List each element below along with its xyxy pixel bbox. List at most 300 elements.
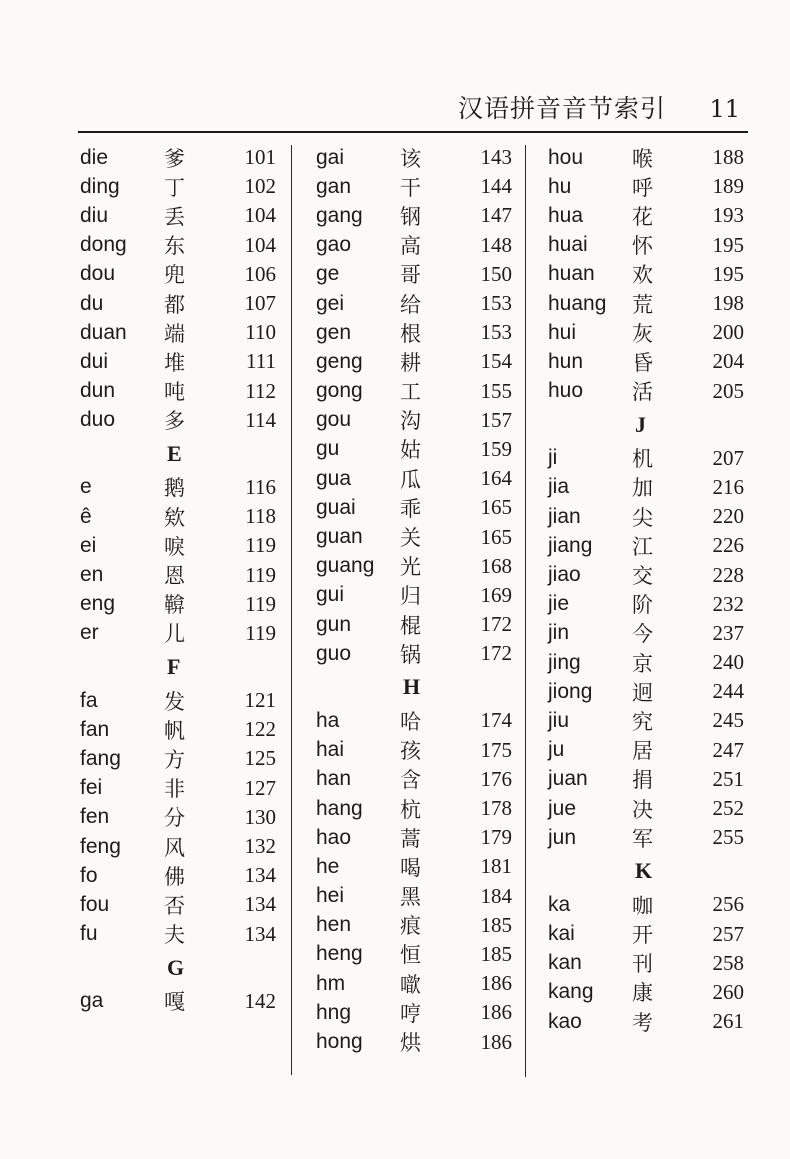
page-reference: 179 (480, 825, 512, 850)
pinyin-syllable: hun (548, 349, 584, 373)
example-character: 开 (632, 923, 653, 948)
index-entry (548, 1007, 748, 1036)
example-character: 佛 (164, 864, 185, 889)
page-reference: 252 (712, 796, 744, 821)
pinyin-syllable: jin (548, 621, 570, 645)
example-character: 杭 (400, 797, 421, 822)
page-header (78, 90, 748, 128)
example-character: 该 (400, 146, 421, 171)
index-entry (316, 610, 516, 639)
pinyin-syllable: gei (316, 291, 345, 315)
page-reference: 186 (480, 1029, 512, 1054)
index-entry (80, 473, 280, 502)
index-entry (80, 201, 280, 230)
page-reference: 111 (246, 349, 276, 374)
index-entry (548, 143, 748, 172)
index-entry (316, 911, 516, 940)
example-character: 瓜 (400, 467, 421, 492)
example-character: 居 (632, 739, 653, 764)
page-number: 11 (709, 95, 740, 123)
page-reference: 159 (480, 436, 512, 461)
index-column-3 (548, 143, 748, 1036)
page-reference: 134 (244, 892, 276, 917)
index-entry (80, 715, 280, 744)
index-entry (316, 347, 516, 376)
index-entry (548, 590, 748, 619)
pinyin-syllable: han (316, 767, 352, 791)
page-reference: 110 (245, 320, 276, 345)
pinyin-syllable: gen (316, 320, 352, 344)
pinyin-syllable: hong (316, 1030, 363, 1054)
example-character: 刊 (632, 952, 653, 977)
example-character: 孩 (400, 739, 421, 764)
example-character: 京 (632, 651, 653, 676)
index-entry (80, 619, 280, 648)
example-character: 吨 (164, 380, 185, 405)
example-character: 军 (632, 826, 653, 851)
pinyin-syllable: geng (316, 349, 363, 373)
index-entry (316, 377, 516, 406)
example-character: 欸 (164, 505, 185, 530)
pinyin-syllable: ge (316, 262, 340, 286)
page-reference: 155 (480, 378, 512, 403)
example-character: 乖 (400, 496, 421, 521)
pinyin-syllable: gou (316, 408, 352, 432)
index-entry (548, 473, 748, 502)
example-character: 昏 (632, 350, 653, 375)
page-reference: 207 (712, 445, 744, 470)
example-character: 儿 (164, 622, 185, 647)
page-reference: 176 (480, 766, 512, 791)
index-entry (316, 552, 516, 581)
index-entry (80, 502, 280, 531)
column-divider (525, 145, 526, 1077)
pinyin-syllable: fou (80, 892, 110, 916)
index-entry (548, 949, 748, 978)
index-entry (548, 201, 748, 230)
index-entry (548, 172, 748, 201)
example-character: 含 (400, 768, 421, 793)
index-entry (80, 890, 280, 919)
pinyin-syllable: hang (316, 796, 363, 820)
index-entry (548, 260, 748, 289)
example-character: 分 (164, 806, 185, 831)
example-character: 烘 (400, 1031, 421, 1056)
page-reference: 260 (712, 979, 744, 1004)
page-reference: 127 (244, 775, 276, 800)
example-character: 阶 (632, 593, 653, 618)
pinyin-syllable: kai (548, 922, 575, 946)
index-entry (316, 823, 516, 852)
page-reference: 232 (712, 591, 744, 616)
index-entry (80, 318, 280, 347)
example-character: 今 (632, 622, 653, 647)
index-entry (548, 289, 748, 318)
pinyin-syllable: er (80, 621, 99, 645)
index-entry (548, 794, 748, 823)
example-character: 决 (632, 797, 653, 822)
index-entry (316, 522, 516, 551)
section-letter-heading: J (635, 411, 646, 437)
index-entry (80, 686, 280, 715)
example-character: 考 (632, 1010, 653, 1035)
example-character: 光 (400, 555, 421, 580)
index-entry (316, 969, 516, 998)
example-character: 夫 (164, 923, 185, 948)
example-character: 嘎 (164, 990, 185, 1015)
page-reference: 119 (245, 533, 276, 558)
example-character: 给 (400, 292, 421, 317)
pinyin-syllable: hei (316, 884, 345, 908)
page-reference: 200 (712, 320, 744, 345)
index-column-1 (80, 143, 280, 1016)
page-reference: 240 (712, 650, 744, 675)
pinyin-syllable: jue (548, 796, 577, 820)
example-character: 帆 (164, 718, 185, 743)
header-divider (78, 131, 748, 133)
pinyin-syllable: diu (80, 203, 109, 227)
example-character: 干 (400, 175, 421, 200)
index-column-2 (316, 143, 516, 1057)
pinyin-syllable: ga (80, 989, 104, 1013)
index-entry (548, 502, 748, 531)
example-character: 工 (400, 380, 421, 405)
pinyin-syllable: heng (316, 942, 363, 966)
pinyin-syllable: gua (316, 466, 352, 490)
example-character: 棍 (400, 613, 421, 638)
example-character: 欢 (632, 263, 653, 288)
index-entry (548, 890, 748, 919)
page-reference: 181 (480, 854, 512, 879)
example-character: 江 (632, 534, 653, 559)
section-letter-heading: K (635, 858, 653, 884)
pinyin-syllable: jing (548, 650, 581, 674)
example-character: 哈 (400, 709, 421, 734)
page-reference: 186 (480, 971, 512, 996)
pinyin-syllable: huo (548, 379, 584, 403)
pinyin-syllable: ha (316, 708, 340, 732)
pinyin-syllable: eng (80, 592, 116, 616)
page-reference: 185 (480, 941, 512, 966)
example-character: 活 (632, 380, 653, 405)
page-reference: 122 (244, 717, 276, 742)
section-letter-heading: G (167, 954, 185, 980)
page-reference: 104 (244, 232, 276, 257)
index-entry (316, 852, 516, 881)
page-reference: 114 (245, 407, 276, 432)
index-entry (80, 803, 280, 832)
example-character: 爹 (164, 146, 185, 171)
example-character: 黑 (400, 885, 421, 910)
page-reference: 257 (712, 921, 744, 946)
pinyin-syllable: gu (316, 437, 340, 461)
index-entry (80, 560, 280, 589)
pinyin-syllable: hou (548, 145, 584, 169)
page-reference: 116 (245, 474, 276, 499)
pinyin-syllable: guai (316, 495, 356, 519)
index-entry (316, 318, 516, 347)
index-entry (316, 639, 516, 668)
page-reference: 186 (480, 1000, 512, 1025)
example-character: 端 (164, 321, 185, 346)
index-entry (548, 648, 748, 677)
index-entry (316, 201, 516, 230)
example-character: 丢 (164, 204, 185, 229)
page-reference: 112 (245, 378, 276, 403)
pinyin-syllable: hui (548, 320, 577, 344)
index-entry (80, 406, 280, 435)
page-reference: 132 (244, 834, 276, 859)
page-reference: 157 (480, 407, 512, 432)
page-reference: 184 (480, 883, 512, 908)
example-character: 机 (632, 447, 653, 472)
pinyin-syllable: guan (316, 525, 363, 549)
page-reference: 147 (480, 203, 512, 228)
example-character: 恩 (164, 564, 185, 589)
page-reference: 178 (480, 796, 512, 821)
pinyin-syllable: gui (316, 583, 345, 607)
pinyin-syllable: gong (316, 379, 363, 403)
index-entry (548, 444, 748, 473)
page-reference: 237 (712, 620, 744, 645)
page-reference: 165 (480, 495, 512, 520)
page-reference: 134 (244, 863, 276, 888)
example-character: 沟 (400, 409, 421, 434)
index-entry (316, 581, 516, 610)
pinyin-syllable: en (80, 563, 104, 587)
page-reference: 150 (480, 261, 512, 286)
index-entry (548, 706, 748, 735)
example-character: 锅 (400, 642, 421, 667)
example-character: 喉 (632, 146, 653, 171)
index-entry (548, 531, 748, 560)
example-character: 多 (164, 409, 185, 434)
pinyin-syllable: duan (80, 320, 127, 344)
page-reference: 258 (712, 950, 744, 975)
pinyin-syllable: jian (548, 504, 581, 528)
example-character: 捐 (632, 768, 653, 793)
pinyin-syllable: fo (80, 863, 98, 887)
example-character: 兜 (164, 263, 185, 288)
page-reference: 143 (480, 145, 512, 170)
page-reference: 104 (244, 203, 276, 228)
pinyin-syllable: fei (80, 776, 103, 800)
page-reference: 144 (480, 174, 512, 199)
pinyin-syllable: die (80, 145, 109, 169)
page-reference: 119 (245, 562, 276, 587)
example-character: 高 (400, 234, 421, 259)
index-entry (316, 435, 516, 464)
pinyin-syllable: jiong (548, 679, 593, 703)
example-character: 鞥 (164, 593, 185, 618)
example-character: 喝 (400, 855, 421, 880)
index-entry (80, 172, 280, 201)
pinyin-syllable: huai (548, 233, 588, 257)
page-reference: 172 (480, 612, 512, 637)
page-reference: 168 (480, 553, 512, 578)
page-reference: 228 (712, 562, 744, 587)
index-entry (548, 920, 748, 949)
section-letter-heading: E (167, 440, 182, 466)
section-letter-heading: F (167, 654, 181, 679)
example-character: 交 (632, 564, 653, 589)
index-entry (316, 289, 516, 318)
index-entry (316, 882, 516, 911)
pinyin-syllable: dou (80, 262, 116, 286)
example-character: 花 (632, 204, 653, 229)
example-character: 鹅 (164, 476, 185, 501)
page-reference: 244 (712, 679, 744, 704)
index-entry (80, 231, 280, 260)
example-character: 唳 (164, 534, 185, 559)
page-reference: 174 (480, 708, 512, 733)
pinyin-syllable: feng (80, 834, 121, 858)
pinyin-syllable: hua (548, 203, 584, 227)
example-character: 风 (164, 835, 185, 860)
page-reference: 255 (712, 825, 744, 850)
page-reference: 185 (480, 912, 512, 937)
example-character: 姑 (400, 438, 421, 463)
page-reference: 119 (245, 591, 276, 616)
pinyin-syllable: jiu (548, 708, 570, 732)
index-entry (80, 377, 280, 406)
index-entry (316, 406, 516, 435)
page-reference: 188 (712, 145, 744, 170)
page-reference: 106 (244, 261, 276, 286)
pinyin-syllable: gan (316, 174, 352, 198)
page-reference: 142 (244, 988, 276, 1013)
example-character: 咖 (632, 893, 653, 918)
page-reference: 193 (712, 203, 744, 228)
page-reference: 164 (480, 466, 512, 491)
index-entry (80, 744, 280, 773)
page-reference: 175 (480, 737, 512, 762)
example-character: 迥 (632, 680, 653, 705)
pinyin-syllable: ka (548, 892, 571, 916)
pinyin-syllable: ding (80, 174, 120, 198)
pinyin-syllable: hai (316, 738, 345, 762)
page-reference: 130 (244, 804, 276, 829)
page-reference: 205 (712, 378, 744, 403)
pinyin-syllable: gao (316, 233, 352, 257)
page-reference: 247 (712, 737, 744, 762)
pinyin-syllable: jie (548, 592, 570, 616)
index-entry (548, 347, 748, 376)
pinyin-syllable: ê (80, 504, 92, 528)
example-character: 究 (632, 709, 653, 734)
example-character: 恒 (400, 943, 421, 968)
pinyin-syllable: hng (316, 1000, 352, 1024)
page-reference: 121 (244, 688, 276, 713)
pinyin-syllable: kan (548, 951, 582, 975)
example-character: 耕 (400, 350, 421, 375)
example-character: 发 (164, 689, 185, 714)
pinyin-syllable: dui (80, 349, 109, 373)
pinyin-syllable: guang (316, 554, 375, 578)
index-entry (548, 978, 748, 1007)
index-entry (548, 619, 748, 648)
example-character: 哼 (400, 1001, 421, 1026)
page-reference: 189 (712, 174, 744, 199)
index-entry (548, 318, 748, 347)
column-divider (291, 145, 292, 1075)
page-reference: 245 (712, 708, 744, 733)
example-character: 尖 (632, 505, 653, 530)
page-reference: 101 (244, 145, 276, 170)
page-reference: 220 (712, 504, 744, 529)
section-letter-heading: H (403, 674, 421, 700)
pinyin-syllable: hao (316, 825, 352, 849)
example-character: 加 (632, 476, 653, 501)
index-entry (548, 231, 748, 260)
page-reference: 204 (712, 349, 744, 374)
pinyin-syllable: fa (80, 688, 98, 712)
page-reference: 102 (244, 174, 276, 199)
page-reference: 153 (480, 320, 512, 345)
index-entry (80, 987, 280, 1016)
example-character: 归 (400, 584, 421, 609)
pinyin-syllable: ei (80, 533, 97, 557)
example-character: 关 (400, 526, 421, 551)
example-character: 丁 (164, 175, 185, 200)
page-reference: 119 (245, 620, 276, 645)
example-character: 否 (164, 893, 185, 918)
example-character: 康 (632, 981, 653, 1006)
index-entry (80, 347, 280, 376)
page-reference: 125 (244, 746, 276, 771)
index-entry (80, 861, 280, 890)
index-entry (548, 765, 748, 794)
page-reference: 154 (480, 349, 512, 374)
index-entry (316, 1027, 516, 1056)
index-entry (80, 774, 280, 803)
pinyin-syllable: guo (316, 641, 352, 665)
index-entry (80, 289, 280, 318)
page-reference: 134 (244, 921, 276, 946)
pinyin-syllable: juan (548, 767, 588, 791)
index-entry (316, 172, 516, 201)
pinyin-syllable: jun (548, 825, 577, 849)
index-entry (316, 143, 516, 172)
index-entry (80, 920, 280, 949)
index-entry (316, 493, 516, 522)
index-entry (316, 231, 516, 260)
pinyin-syllable: kao (548, 1009, 582, 1033)
index-entry (548, 736, 748, 765)
pinyin-syllable: jiao (548, 563, 581, 587)
pinyin-syllable: jia (548, 475, 570, 499)
index-entry (316, 260, 516, 289)
pinyin-syllable: kang (548, 980, 594, 1004)
example-character: 非 (164, 777, 185, 802)
index-entry (316, 940, 516, 969)
pinyin-syllable: hen (316, 913, 352, 937)
pinyin-syllable: he (316, 854, 340, 878)
example-character: 呼 (632, 175, 653, 200)
pinyin-syllable: dong (80, 233, 127, 257)
pinyin-syllable: duo (80, 408, 116, 432)
pinyin-syllable: gun (316, 612, 352, 636)
pinyin-syllable: huang (548, 291, 607, 315)
index-entry (548, 823, 748, 852)
example-character: 痕 (400, 914, 421, 939)
pinyin-syllable: fu (80, 922, 98, 946)
pinyin-syllable: fang (80, 746, 121, 770)
pinyin-syllable: fen (80, 805, 110, 829)
index-entry (316, 736, 516, 765)
pinyin-syllable: ji (548, 446, 558, 470)
example-character: 都 (164, 292, 185, 317)
